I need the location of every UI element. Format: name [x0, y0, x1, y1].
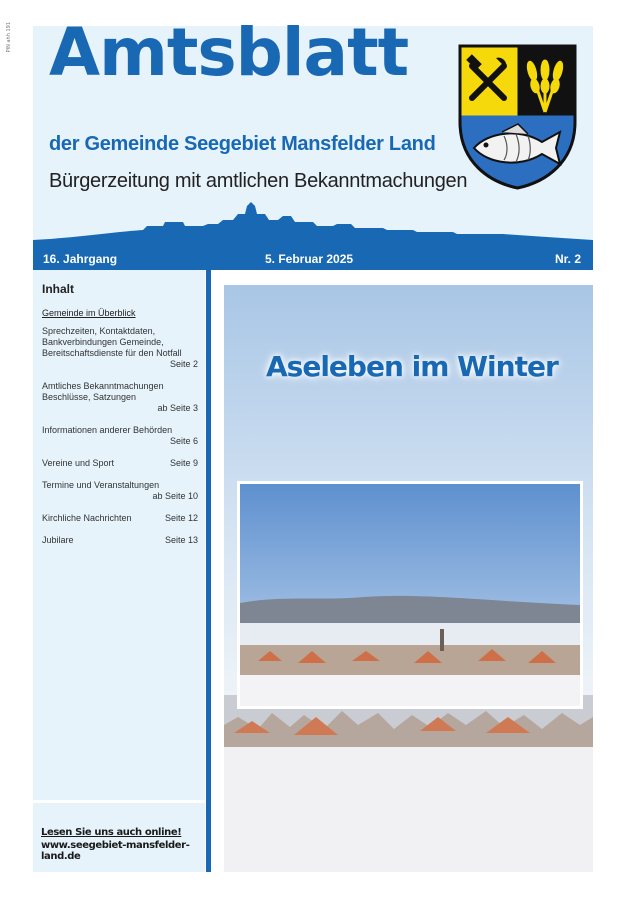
toc-item-title: Jubilare [42, 535, 74, 545]
toc-item-title: Kirchliche Nachrichten [42, 513, 132, 523]
toc-item[interactable] [42, 535, 198, 546]
toc-section-link[interactable]: Gemeinde im Überblick [42, 308, 136, 318]
toc-item[interactable] [42, 513, 198, 524]
toc-item-page: Seite 13 [164, 535, 198, 545]
volume-label: 16. Jahrgang [43, 252, 118, 266]
coat-of-arms-icon [458, 44, 577, 190]
toc-item[interactable] [42, 458, 198, 469]
toc-item[interactable] [42, 326, 198, 370]
toc-item-title: Termine und Veranstaltungen [42, 480, 160, 490]
toc-item-page: ab Seite 3 [157, 403, 198, 413]
issue-date: 5. Februar 2025 [265, 252, 354, 266]
newspaper-tagline: Bürgerzeitung mit amtlichen Bekanntmachungen [49, 170, 468, 192]
toc-item-title: Vereine und Sport [42, 458, 115, 468]
toc-item-page: Seite 9 [169, 458, 198, 468]
toc-item[interactable] [42, 425, 198, 447]
table-of-contents-sidebar [33, 270, 205, 872]
toc-item-page: Seite 12 [164, 513, 198, 523]
toc-item[interactable] [42, 480, 198, 502]
cover-headline: Aseleben im Winter [266, 350, 558, 383]
online-box [33, 800, 205, 872]
inset-photo [237, 481, 583, 709]
village-skyline [33, 196, 593, 252]
toc-item[interactable] [42, 381, 198, 414]
column-divider [206, 270, 211, 872]
online-notice [41, 827, 205, 862]
toc-list [42, 326, 198, 557]
toc-item-title: Sprechzeiten, Kontaktdaten, Bankverbindungen Gemeinde, Bereitschaftsdienste für den Notfall [42, 326, 182, 358]
side-code: PIN ahh 191 [6, 22, 12, 53]
toc-item-page: Seite 6 [169, 436, 198, 446]
online-heading: Lesen Sie uns auch online! [41, 827, 182, 838]
website-link[interactable]: www.seegebiet-mansfelder-land.de [41, 840, 190, 862]
toc-item-title: Amtliches Bekanntmachungen Beschlüsse, Satzungen [42, 381, 164, 402]
toc-heading: Inhalt [42, 282, 74, 296]
background-village [224, 695, 593, 872]
toc-item-page: Seite 2 [169, 359, 198, 369]
issue-number: Nr. 2 [554, 252, 581, 266]
toc-item-title: Informationen anderer Behörden [42, 425, 173, 435]
issue-info-bar [33, 246, 593, 270]
newspaper-subtitle: der Gemeinde Seegebiet Mansfelder Land [49, 133, 436, 155]
toc-item-page: ab Seite 10 [152, 491, 198, 501]
newspaper-title: Amtsblatt [49, 14, 409, 91]
